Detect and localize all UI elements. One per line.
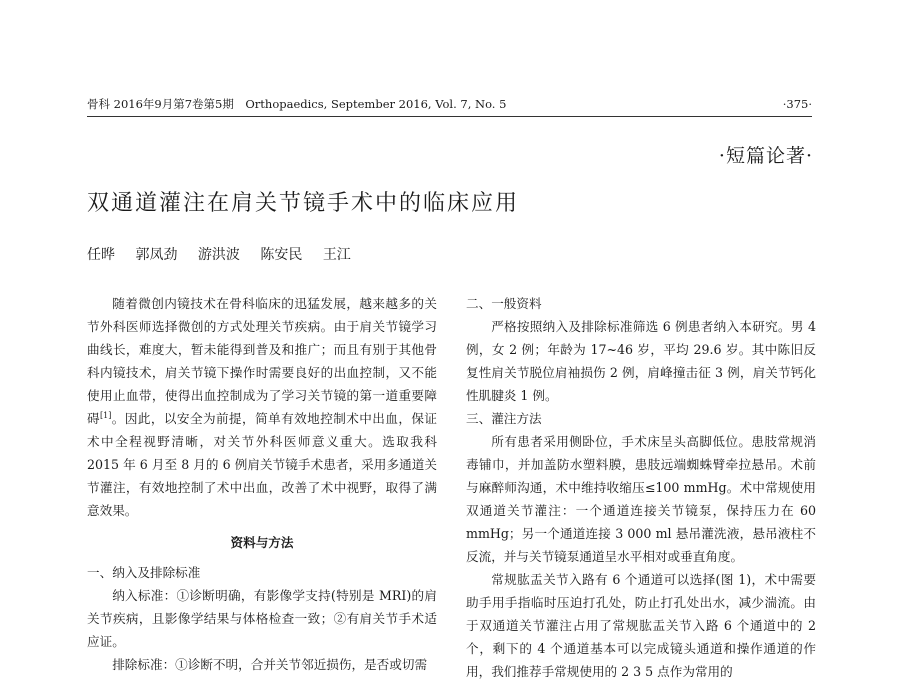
left-column bbox=[87, 292, 437, 676]
page-number: ·375· bbox=[782, 97, 812, 111]
subsection-heading: 一、纳入及排除标准 bbox=[87, 565, 201, 580]
methods-heading: 资料与方法 bbox=[230, 535, 294, 550]
general-data-paragraph: 严格按照纳入及排除标准筛选 6 例患者纳入本研究。男 4 例，女 2 例；年龄为 17~46 岁，平均 29.6 岁。其中陈旧反复性肩关节脱位肩袖损伤 2 例，肩峰撞击征 3 例，肩关节钙化性肌腱炎 1 例。 bbox=[466, 319, 816, 403]
author-list bbox=[87, 244, 367, 264]
section-tag: ·短篇论著· bbox=[718, 145, 813, 167]
journal-info: 骨科 2016年9月第7卷第5期 Orthopaedics, September 2016, Vol. 7, No. 5 bbox=[87, 97, 507, 111]
portal-paragraph: 常规肱盂关节入路有 6 个通道可以选择(图 1)，术中需要助手用手指临时压迫打孔处，防止打孔处出水，减少湍流。由于双通道关节灌注占用了常规肱盂关节入路 6 个通道中的 2 个，剩下的 4 个通道基本可以完成镜头通道和操作通道的作用，我们推荐手常规使用的 2 3 5 点作为常用的 bbox=[466, 572, 816, 679]
running-header bbox=[87, 96, 812, 117]
inclusion-criteria: 纳入标准：①诊断明确，有影像学支持(特别是 MRI)的肩关节疾病，且影像学结果与体格检查一致；②有肩关节手术适应证。 bbox=[87, 588, 437, 649]
exclusion-criteria: 排除标准：①诊断不明，合并关节邻近损伤，是否或切需 bbox=[112, 657, 428, 672]
author: 郭凤劲 bbox=[135, 247, 178, 263]
citation-ref[interactable]: [1] bbox=[100, 410, 112, 420]
subsection-heading: 二、一般资料 bbox=[466, 296, 542, 311]
article-title: 双通道灌注在肩关节镜手术中的临床应用 bbox=[87, 191, 520, 216]
irrigation-method-paragraph: 所有患者采用侧卧位，手术床呈头高脚低位。患肢常规消毒铺巾，并加盖防水塑料膜，患肢远端蜘蛛臂牵拉悬吊。术前与麻醉师沟通，术中维持收缩压≤100 mmHg。术中常规使用双通道关节灌注：一个通道连接关节镜泵，保持压力在 60 mmHg；另一个通道连接 3 000 ml 悬吊灌洗液，悬吊液柱不反流，并与关节镜泵通道呈水平相对或垂直角度。 bbox=[466, 434, 816, 564]
author: 王江 bbox=[322, 247, 351, 263]
author: 陈安民 bbox=[260, 247, 303, 263]
subsection-heading: 三、灌注方法 bbox=[466, 411, 542, 426]
author: 任晔 bbox=[87, 247, 115, 263]
intro-paragraph: 随着微创内镜技术在骨科临床的迅猛发展，越来越多的关节外科医师选择微创的方式处理关节疾病。由于肩关节镜学习曲线长，难度大，暂未能得到普及和推广；而且有别于其他骨科内镜技术，肩关节镜下操作时需要良好的出血控制，又不能使用止血带，使得出血控制成为了学习关节镜的第一道重要障碍[1]。因此，以安全为前提，简单有效地控制术中出血，保证术中全程视野清晰，对关节外科医师意义重大。选取我科 2015 年 6 月至 8 月的 6 例肩关节镜手术患者，采用多通道关节灌注，有效地控制了术中出血，改善了术中视野，取得了满意效果。 bbox=[87, 296, 438, 518]
author: 游洪波 bbox=[197, 247, 240, 263]
right-column bbox=[466, 292, 816, 683]
